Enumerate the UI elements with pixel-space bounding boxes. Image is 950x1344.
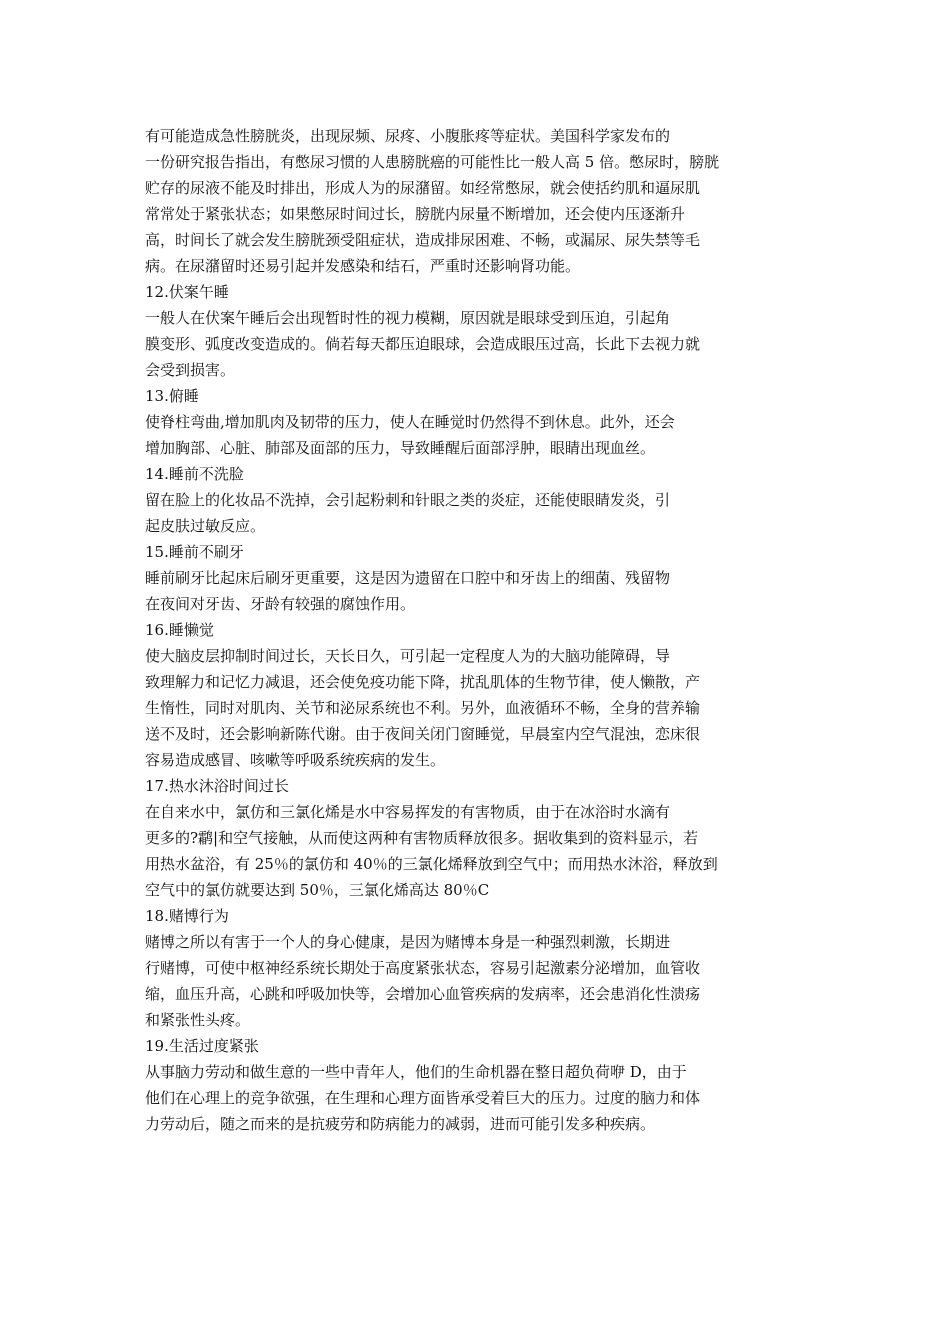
section-heading: 18.赌博行为 <box>145 907 229 925</box>
text-line: 更多的?鹴|和空气接触，从而使这两种有害物质释放很多。据收集到的资料显示，若 <box>145 829 699 847</box>
text-line: 他们在心理上的竞争欲强，在生理和心理方面皆承受着巨大的压力。过度的脑力和体 <box>145 1089 701 1107</box>
text-line: 膜变形、弧度改变造成的。倘若每天都压迫眼球，会造成眼压过高，长此下去视力就 <box>145 335 701 353</box>
section-heading: 13.俯睡 <box>145 387 199 405</box>
text-line: 行赌博，可使中枢神经系统长期处于高度紧张状态，容易引起激素分泌增加，血管收 <box>145 959 701 977</box>
text-line: 高，时间长了就会发生膀胱颈受阻症状，造成排尿困难、不畅，或漏尿、尿失禁等毛 <box>145 231 701 249</box>
text-line: 送不及时，还会影响新陈代谢。由于夜间关闭门窗睡觉，早晨室内空气混浊，恋床很 <box>145 725 701 743</box>
section-heading: 16.睡懒觉 <box>145 621 214 639</box>
text-line: 从事脑力劳动和做生意的一些中青年人，他们的生命机器在整日超负荷咿 D，由于 <box>145 1063 687 1081</box>
text-line: 留在脸上的化妆品不洗掉，会引起粉刺和针眼之类的炎症，还能使眼睛发炎，引 <box>145 491 671 509</box>
text-line: 有可能造成急性膀胱炎，出现尿频、尿疼、小腹胀疼等症状。美国科学家发布的 <box>145 127 671 145</box>
section-heading: 12.伏案午睡 <box>145 283 229 301</box>
text-line: 使脊柱弯曲,增加肌肉及韧带的压力，使人在睡觉时仍然得不到休息。此外，还会 <box>145 413 675 431</box>
text-line: 在夜间对牙齿、牙龄有较强的腐蚀作用。 <box>145 595 416 613</box>
section-heading: 15.睡前不刷牙 <box>145 543 244 561</box>
text-line: 病。在尿潴留时还易引起并发感染和结石，严重时还影响肾功能。 <box>145 257 581 275</box>
text-line: 一般人在伏案午睡后会出现暂时性的视力模糊，原因就是眼球受到压迫，引起角 <box>145 309 671 327</box>
text-line: 使大脑皮层抑制时间过长，天长日久，可引起一定程度人为的大脑功能障碍，导 <box>145 647 671 665</box>
text-line: 空气中的氯仿就要达到 50％，三氯化烯高达 80％C <box>145 881 490 899</box>
text-line: 生惰性，同时对肌肉、关节和泌尿系统也不利。另外，血液循环不畅，全身的营养输 <box>145 699 701 717</box>
text-line: 贮存的尿液不能及时排出，形成人为的尿潴留。如经常憋尿，就会使括约肌和逼尿肌 <box>145 179 701 197</box>
section-heading: 17.热水沐浴时间过长 <box>145 777 289 795</box>
text-line: 用热水盆浴，有 25％的氯仿和 40％的三氯化烯释放到空气中；而用热水沐浴，释放到 <box>145 855 718 873</box>
text-line: 力劳动后，随之而来的是抗疲劳和防病能力的减弱，进而可能引发多种疾病。 <box>145 1115 656 1133</box>
text-line: 容易造成感冒、咳嗽等呼吸系统疾病的发生。 <box>145 751 446 769</box>
text-line: 睡前刷牙比起床后刷牙更重要，这是因为遗留在口腔中和牙齿上的细菌、残留物 <box>145 569 671 587</box>
text-line: 一份研究报告指出，有憋尿习惯的人患膀胱癌的可能性比一般人高 5 倍。憋尿时，膀胱 <box>145 153 720 171</box>
text-line: 赌博之所以有害于一个人的身心健康，是因为赌博本身是一种强烈刺激，长期进 <box>145 933 671 951</box>
text-line: 增加胸部、心脏、肺部及面部的压力，导致睡醒后面部浮肿，眼睛出现血丝。 <box>145 439 656 457</box>
text-line: 会受到损害。 <box>145 361 236 379</box>
section-heading: 14.睡前不洗脸 <box>145 465 244 483</box>
text-line: 常常处于紧张状态；如果憋尿时间过长，膀胱内尿量不断增加，还会使内压逐渐升 <box>145 205 686 223</box>
text-line: 缩，血压升高，心跳和呼吸加快等，会增加心血管疾病的发病率，还会患消化性溃疡 <box>145 985 701 1003</box>
text-line: 在自来水中，氯仿和三氯化烯是水中容易挥发的有害物质，由于在冰浴时水滴有 <box>145 803 671 821</box>
text-line: 起皮肤过敏反应。 <box>145 517 266 535</box>
text-line: 致理解力和记忆力减退，还会使免疫功能下降，扰乱肌体的生物节律，使人懒散，产 <box>145 673 701 691</box>
document-body <box>145 123 795 1137</box>
text-line: 和紧张性头疼。 <box>145 1011 251 1029</box>
section-heading: 19.生活过度紧张 <box>145 1037 259 1055</box>
